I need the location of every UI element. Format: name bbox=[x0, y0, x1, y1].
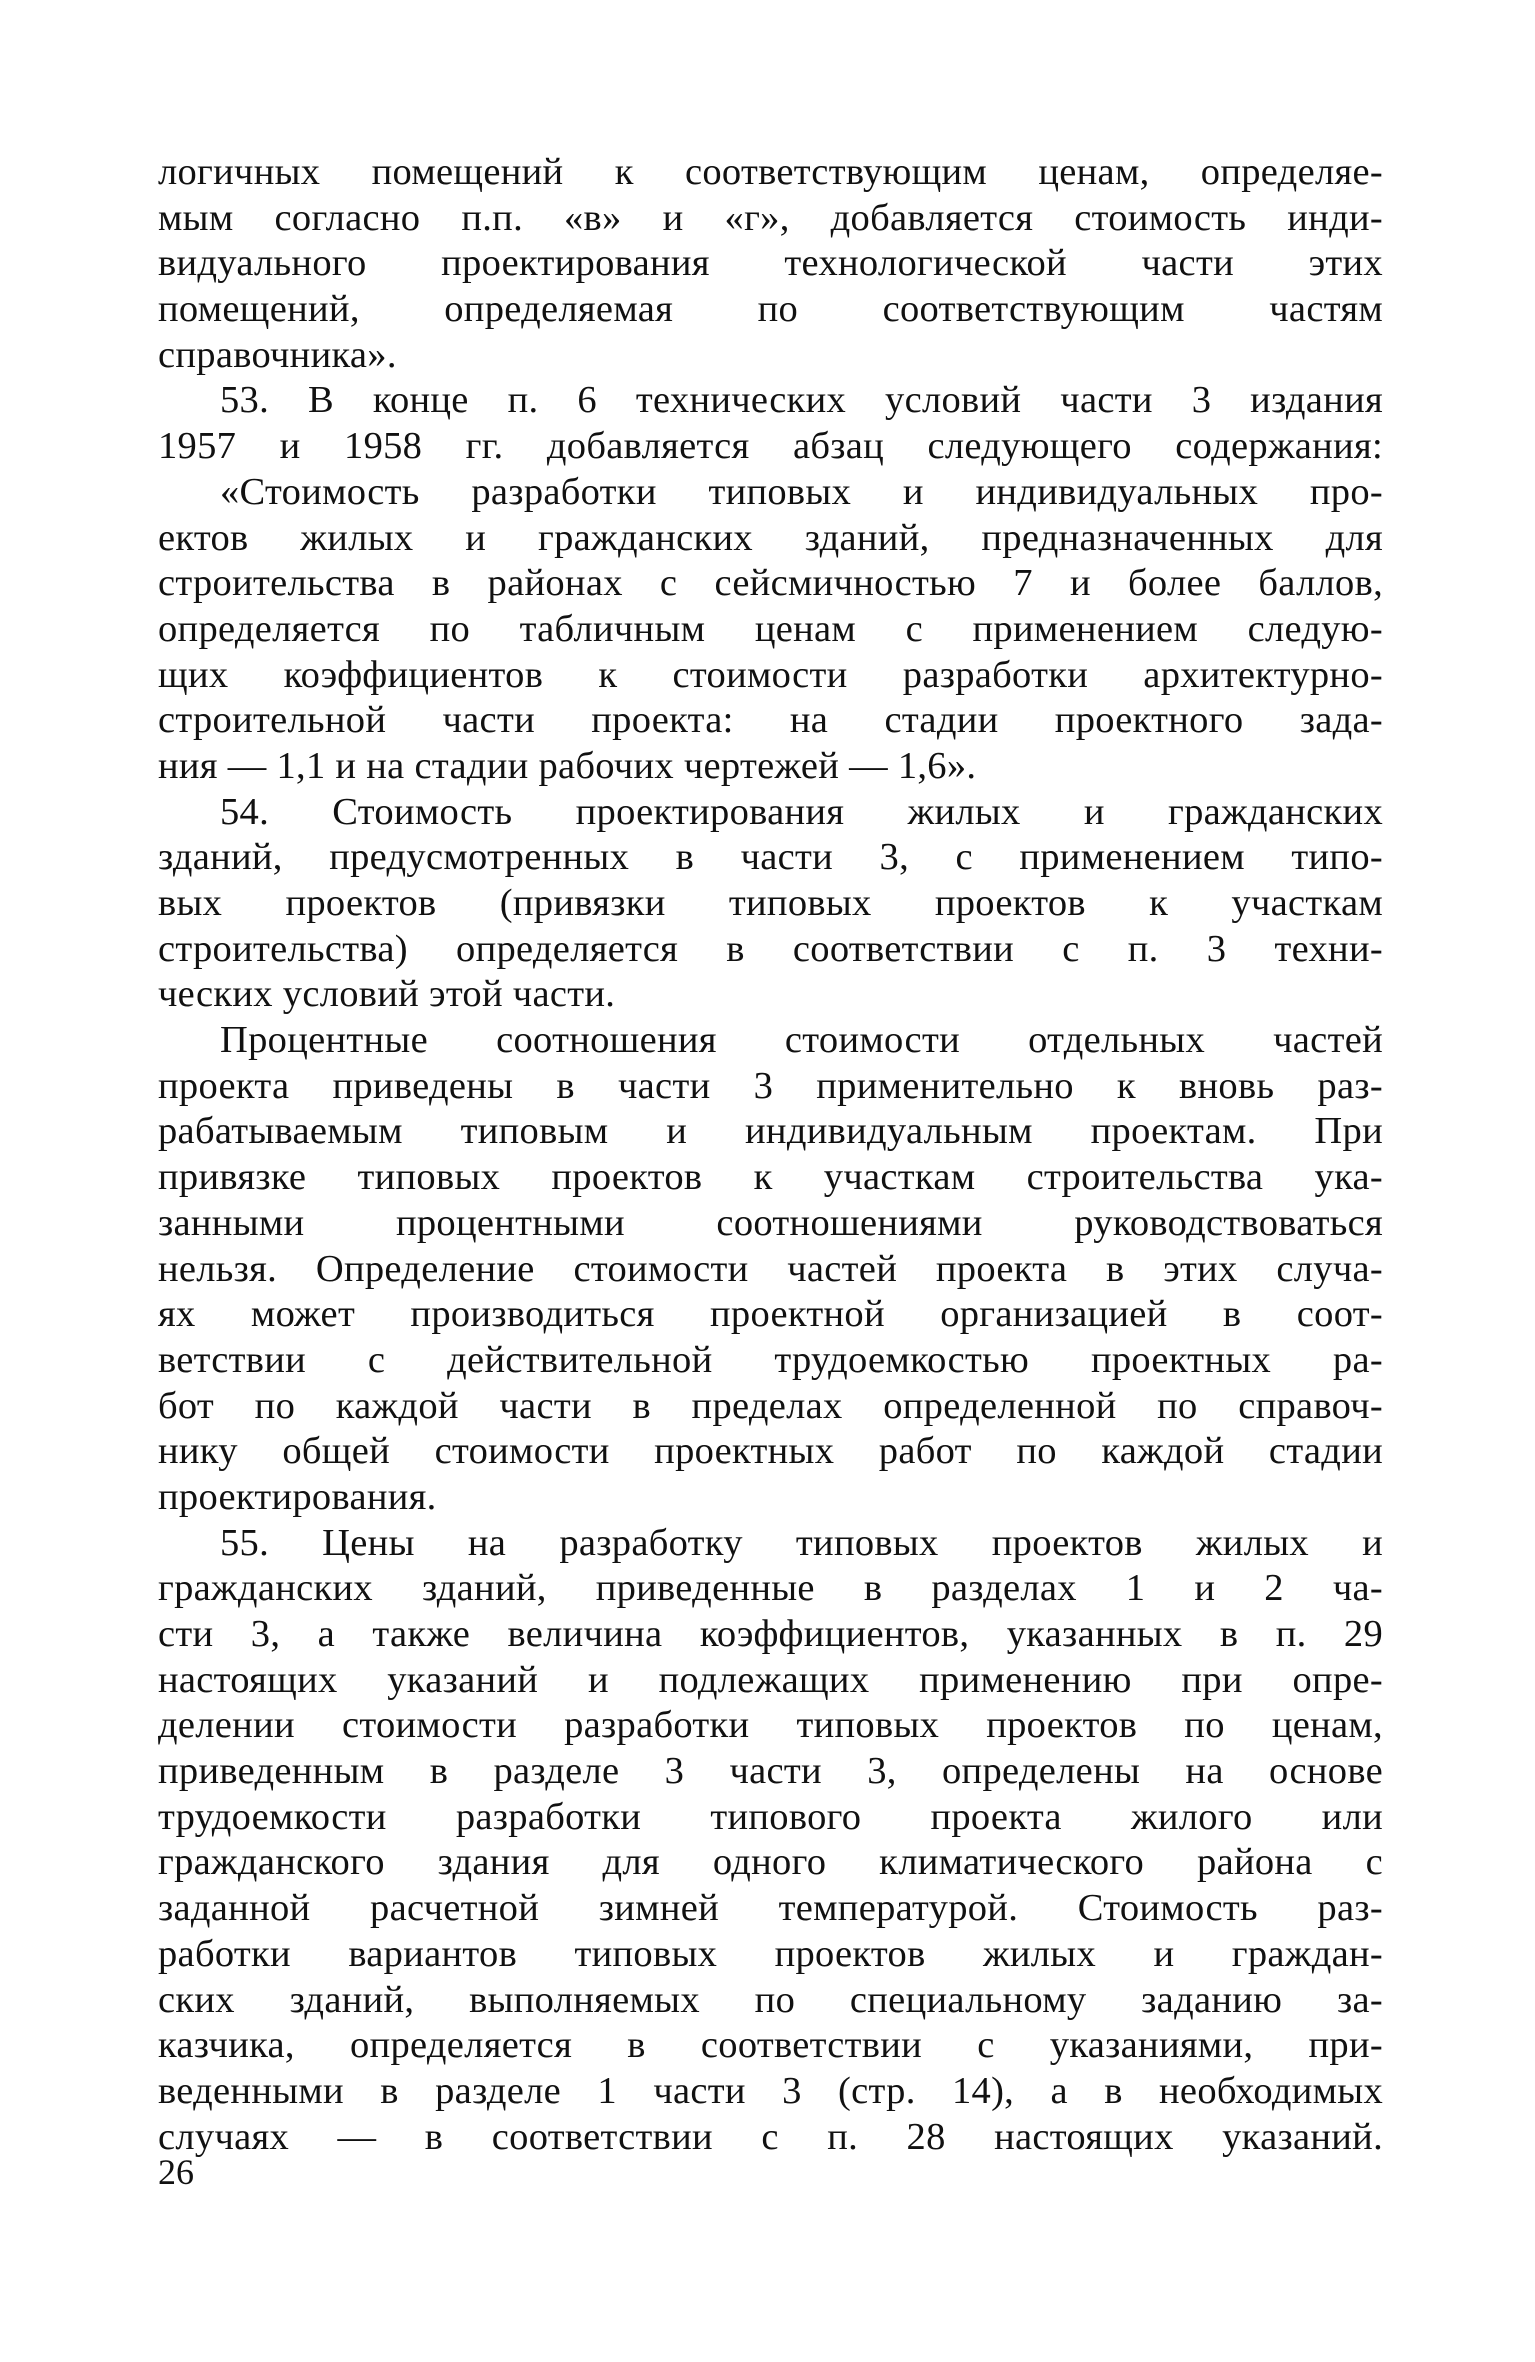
text-line: «Стоимость разработки типовых и индивидуальных про- bbox=[220, 470, 1383, 513]
text-line: бот по каждой части в пределах определенной по справоч- bbox=[158, 1384, 1383, 1427]
text-line: казчика, определяется в соответствии с указаниями, при- bbox=[158, 2024, 1383, 2067]
text-line: строительства) определяется в соответствии с п. 3 техни- bbox=[158, 927, 1383, 970]
text-line: 54. Стоимость проектирования жилых и гражданских bbox=[220, 790, 1383, 833]
text-line: занными процентными соотношениями руководствоваться bbox=[158, 1201, 1383, 1244]
text-line: работки вариантов типовых проектов жилых и граждан- bbox=[158, 1932, 1383, 1975]
text-line: строительства в районах с сейсмичностью 7 и более баллов, bbox=[158, 562, 1383, 605]
text-line: помещений, определяемая по соответствующим частям bbox=[158, 288, 1383, 331]
text-line: 1957 и 1958 гг. добавляется абзац следующего содержания: bbox=[158, 425, 1383, 468]
text-line: нельзя. Определение стоимости частей проекта в этих случа- bbox=[158, 1247, 1383, 1290]
text-line: определяется по табличным ценам с применением следую- bbox=[158, 607, 1383, 650]
text-line: настоящих указаний и подлежащих применению при опре- bbox=[158, 1658, 1383, 1701]
text-line: приведенным в разделе 3 части 3, определены на основе bbox=[158, 1750, 1383, 1793]
text-line: справочника». bbox=[158, 333, 397, 376]
text-line: рабатываемым типовым и индивидуальным проектам. При bbox=[158, 1110, 1383, 1153]
text-line: делении стоимости разработки типовых проектов по ценам, bbox=[158, 1704, 1383, 1747]
text-line: щих коэффициентов к стоимости разработки архитектурно- bbox=[158, 653, 1383, 696]
text-line: нику общей стоимости проектных работ по каждой стадии bbox=[158, 1430, 1383, 1473]
text-line: гражданских зданий, приведенные в разделах 1 и 2 ча- bbox=[158, 1567, 1383, 1610]
text-line: привязке типовых проектов к участкам строительства ука- bbox=[158, 1156, 1383, 1199]
text-line: мым согласно п.п. «в» и «г», добавляется стоимость инди- bbox=[158, 196, 1383, 239]
text-line: ектов жилых и гражданских зданий, предназначенных для bbox=[158, 516, 1383, 559]
text-line: логичных помещений к соответствующим ценам, определяе- bbox=[158, 151, 1383, 193]
text-line: заданной расчетной зимней температурой. Стоимость раз- bbox=[158, 1887, 1383, 1930]
text-line: ях может производиться проектной организацией в соот- bbox=[158, 1293, 1383, 1336]
text-line: веденными в разделе 1 части 3 (стр. 14), а в необходимых bbox=[158, 2069, 1383, 2112]
text-line: ветствии с действительной трудоемкостью проектных ра- bbox=[158, 1338, 1383, 1381]
text-line: вых проектов (привязки типовых проектов к участкам bbox=[158, 882, 1383, 924]
text-line: строительной части проекта: на стадии проектного зада- bbox=[158, 699, 1383, 742]
text-line: ческих условий этой части. bbox=[158, 973, 616, 1016]
page-number: 26 bbox=[158, 2152, 194, 2192]
text-line: проекта приведены в части 3 применительно к вновь раз- bbox=[158, 1064, 1383, 1107]
text-line: гражданского здания для одного климатического района с bbox=[158, 1841, 1383, 1884]
text-line: видуального проектирования технологической части этих bbox=[158, 242, 1383, 285]
text-line: 55. Цены на разработку типовых проектов жилых и bbox=[220, 1521, 1383, 1564]
text-line: случаях — в соответствии с п. 28 настоящих указаний. bbox=[158, 2115, 1383, 2158]
text-line: сти 3, а также величина коэффициентов, указанных в п. 29 bbox=[158, 1613, 1383, 1655]
text-line: ния — 1,1 и на стадии рабочих чертежей — 1,6». bbox=[158, 744, 977, 787]
text-line: Процентные соотношения стоимости отдельных частей bbox=[220, 1019, 1383, 1062]
text-line: трудоемкости разработки типового проекта жилого или bbox=[158, 1795, 1383, 1838]
page-text bbox=[158, 150, 1383, 2160]
text-line: ских зданий, выполняемых по специальному заданию за- bbox=[158, 1978, 1383, 2021]
text-line: проектирования. bbox=[158, 1475, 437, 1518]
text-line: зданий, предусмотренных в части 3, с применением типо- bbox=[158, 836, 1383, 879]
text-line: 53. В конце п. 6 технических условий части 3 издания bbox=[220, 379, 1383, 422]
